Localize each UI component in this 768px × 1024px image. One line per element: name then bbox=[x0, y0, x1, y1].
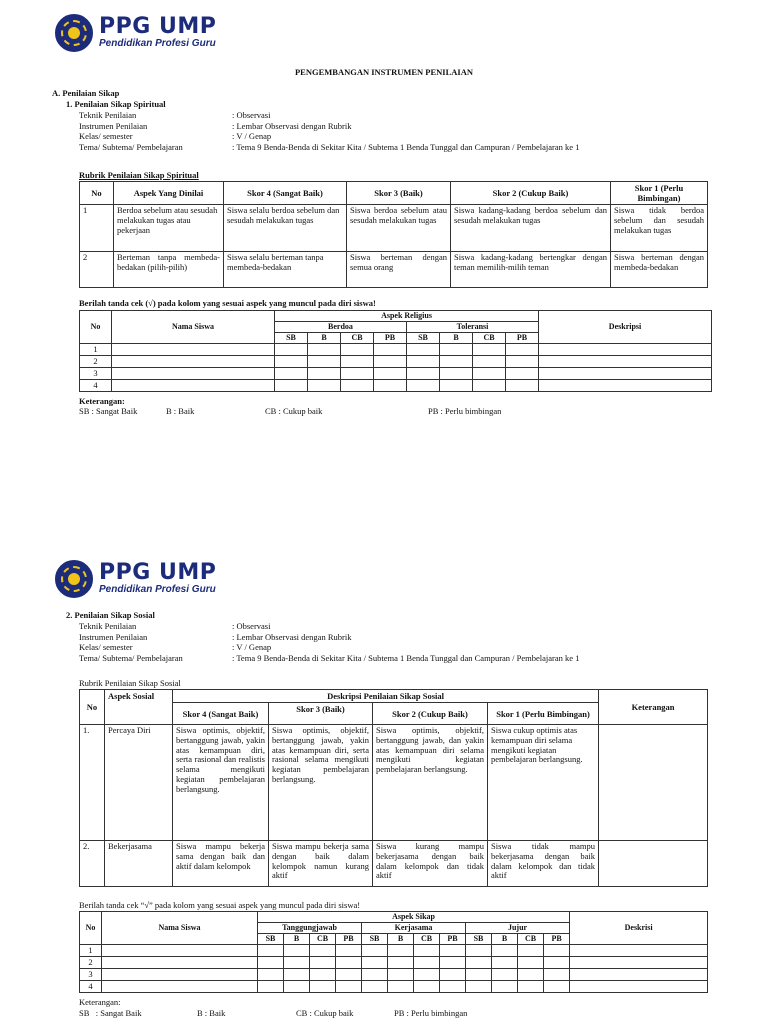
section-2-heading: 2. Penilaian Sikap Sosial bbox=[66, 610, 155, 620]
header-deskripsi: Deskripsi bbox=[539, 311, 712, 344]
table-header-cell: PB bbox=[544, 934, 570, 945]
header-no: No bbox=[80, 912, 102, 945]
table-cell: 1. bbox=[80, 725, 105, 841]
table-cell: Siswa optimis, objektif, bertanggung jawab, yakin atas kemampuan diri, serta rasional selama mengikuti kegiatan pembelajaran berlangsung. bbox=[269, 725, 373, 841]
table-cell: 3 bbox=[80, 368, 112, 380]
table-header-cell: B bbox=[284, 934, 310, 945]
table-cell bbox=[258, 981, 284, 993]
university-seal-icon bbox=[55, 560, 93, 598]
header-aspek-sikap: Aspek Sikap bbox=[258, 912, 570, 923]
table-cell: Siswa berteman dengan membeda-bedakan bbox=[611, 252, 708, 288]
table-row bbox=[80, 945, 708, 957]
table-header-cell: SB bbox=[258, 934, 284, 945]
table-cell bbox=[544, 945, 570, 957]
table-cell: 3 bbox=[80, 969, 102, 981]
table-header-cell: CB bbox=[473, 333, 506, 344]
table-cell bbox=[310, 957, 336, 969]
table-cell bbox=[362, 981, 388, 993]
table-cell: 2 bbox=[80, 356, 112, 368]
header-berdoa: Berdoa bbox=[275, 322, 407, 333]
logo-subtitle: Pendidikan Profesi Guru bbox=[99, 38, 216, 49]
table-header-cell: PB bbox=[506, 333, 539, 344]
table-header-cell: SB bbox=[362, 934, 388, 945]
table-cell bbox=[466, 957, 492, 969]
table-cell: Siswa selalu berteman tanpa membeda-bedakan bbox=[224, 252, 347, 288]
legend-sb: SB : Sangat Baik bbox=[79, 1008, 142, 1018]
table-cell bbox=[599, 841, 708, 887]
table-cell: Bekerjasama bbox=[105, 841, 173, 887]
table-row bbox=[80, 841, 708, 887]
section-1-heading: 1. Penilaian Sikap Spiritual bbox=[66, 99, 166, 109]
table-header-cell: SB bbox=[407, 333, 440, 344]
table-cell bbox=[310, 981, 336, 993]
table-header-cell: CB bbox=[518, 934, 544, 945]
text: : V / Genap bbox=[232, 642, 272, 652]
table-cell: Siswa optimis, objektif, bertanggung jawab, yakin atas kemampuan diri, serta rasional dan realistis selama mengikuti kegiatan pembelajaran berlangsung. bbox=[173, 725, 269, 841]
table-cell bbox=[599, 725, 708, 841]
table-cell bbox=[388, 945, 414, 957]
table-cell bbox=[362, 945, 388, 957]
table-cell bbox=[258, 969, 284, 981]
table-header-cell: CB bbox=[414, 934, 440, 945]
table-header-cell: PB bbox=[374, 333, 407, 344]
text: : Tema 9 Benda-Benda di Sekitar Kita / Subtema 1 Benda Tunggal dan Campuran / Pembelajaran ke 1 bbox=[232, 652, 580, 663]
table-cell bbox=[336, 945, 362, 957]
table-cell bbox=[492, 981, 518, 993]
logo-title: PPG UMP bbox=[99, 14, 217, 39]
text: : Observasi bbox=[232, 110, 271, 120]
table-cell: Berteman tanpa membeda-bedakan (pilih-pilih) bbox=[114, 252, 224, 288]
table-header-cell: PB bbox=[440, 934, 466, 945]
table-cell bbox=[518, 957, 544, 969]
table-header-cell: CB bbox=[310, 934, 336, 945]
table-cell bbox=[362, 969, 388, 981]
table-cell bbox=[388, 957, 414, 969]
rubrik-spiritual-title: Rubrik Penilaian Sikap Spiritual bbox=[79, 170, 199, 180]
table-cell: Siswa mampu bekerja sama dengan baik dalam kelompok namun kurang aktif bbox=[269, 841, 373, 887]
table-cell: Siswa kadang-kadang berdoa sebelum dan sesudah melakukan tugas bbox=[451, 205, 611, 252]
table-cell: 2 bbox=[80, 252, 114, 288]
header-nama-siswa: Nama Siswa bbox=[112, 311, 275, 344]
table-cell: 4 bbox=[80, 380, 112, 392]
table-cell bbox=[414, 981, 440, 993]
table-cell: Siswa berdoa sebelum atau sesudah melakukan tugas bbox=[347, 205, 451, 252]
table-cell bbox=[310, 945, 336, 957]
table-cell bbox=[102, 957, 258, 969]
text: Teknik Penilaian bbox=[79, 110, 137, 120]
text: : Tema 9 Benda-Benda di Sekitar Kita / Subtema 1 Benda Tunggal dan Campuran / Pembelajaran ke 1 bbox=[232, 141, 580, 152]
table-cell: Siswa tidak mampu bekerjasama dengan baik dalam kelompok dan tidak aktif bbox=[488, 841, 599, 887]
table-cell: Siswa tidak berdoa sebelum dan sesudah melakukan tugas bbox=[611, 205, 708, 252]
table-cell bbox=[284, 945, 310, 957]
table-cell bbox=[518, 981, 544, 993]
table-cell bbox=[414, 957, 440, 969]
table-cell: Percaya Diri bbox=[105, 725, 173, 841]
text: : Observasi bbox=[232, 621, 271, 631]
table-cell: 2 bbox=[80, 957, 102, 969]
instruction-1: Berilah tanda cek (√) pada kolom yang sesuai aspek yang muncul pada diri siswa! bbox=[79, 298, 376, 308]
table-header-cell: SB bbox=[466, 934, 492, 945]
legend-b: B : Baik bbox=[197, 1008, 226, 1018]
table-cell bbox=[492, 957, 518, 969]
text: Tema/ Subtema/ Pembelajaran bbox=[79, 141, 183, 152]
rubrik-sosial-table bbox=[79, 689, 708, 887]
text: : Lembar Observasi dengan Rubrik bbox=[232, 631, 352, 642]
table-cell: Siswa selalu berdoa sebelum dan sesudah melakukan tugas bbox=[224, 205, 347, 252]
header-skor2: Skor 2 (Cukup Baik) bbox=[451, 182, 611, 205]
table-cell bbox=[414, 945, 440, 957]
table-cell bbox=[102, 945, 258, 957]
meta-row bbox=[79, 621, 719, 632]
table-cell bbox=[284, 981, 310, 993]
table-cell bbox=[336, 981, 362, 993]
table-cell bbox=[466, 969, 492, 981]
table-cell: Siswa mampu bekerja sama dengan baik dan aktif dalam kelompok bbox=[173, 841, 269, 887]
table-cell: 2. bbox=[80, 841, 105, 887]
table-cell: 1 bbox=[80, 945, 102, 957]
header-no: No bbox=[80, 311, 112, 344]
meta-list-2 bbox=[79, 621, 719, 663]
text: Kelas/ semester bbox=[79, 131, 133, 141]
table-cell bbox=[570, 945, 708, 957]
header-no: No bbox=[80, 690, 105, 725]
table-cell bbox=[258, 945, 284, 957]
table-cell bbox=[336, 969, 362, 981]
meta-row bbox=[79, 632, 719, 643]
table-cell bbox=[570, 981, 708, 993]
table-cell bbox=[284, 969, 310, 981]
table-cell bbox=[310, 969, 336, 981]
meta-row bbox=[79, 642, 719, 653]
observation-table-sikap bbox=[79, 911, 708, 993]
table-cell: Siswa kurang mampu bekerjasama dengan baik dalam kelompok dan tidak aktif bbox=[373, 841, 488, 887]
header-tanggungjawab: Tanggungjawab bbox=[258, 923, 362, 934]
table-cell bbox=[440, 981, 466, 993]
instruction-2: Berilah tanda cek “√” pada kolom yang sesuai aspek yang muncul pada diri siswa! bbox=[79, 900, 361, 910]
text: Kelas/ semester bbox=[79, 642, 133, 652]
table-cell: Siswa optimis, objektif, bertanggung jawab, dan yakin atas kemampuan diri selama mengikuti kegiatan pembelajaran berlangsung. bbox=[373, 725, 488, 841]
table-cell bbox=[544, 981, 570, 993]
table-header-cell: B bbox=[440, 333, 473, 344]
text: Instrumen Penilaian bbox=[79, 631, 148, 642]
table-header-cell: Skor 3 (Baik) bbox=[269, 703, 373, 725]
table-cell: Siswa kadang-kadang bertengkar dengan teman memilih-milih teman bbox=[451, 252, 611, 288]
text: : V / Genap bbox=[232, 131, 272, 141]
table-cell bbox=[570, 957, 708, 969]
table-cell bbox=[102, 981, 258, 993]
legend-pb: PB : Perlu bimbingan bbox=[394, 1008, 468, 1018]
header-aspek: Aspek Yang Dinilai bbox=[114, 182, 224, 205]
legend-pb: PB : Perlu bimbingan bbox=[428, 406, 502, 416]
table-header-cell: Skor 1 (Perlu Bimbingan) bbox=[488, 703, 599, 725]
table-cell: 1 bbox=[80, 205, 114, 252]
table-row bbox=[80, 725, 708, 841]
table-cell bbox=[570, 969, 708, 981]
header-no: No bbox=[80, 182, 114, 205]
table-cell bbox=[258, 957, 284, 969]
header-nama-siswa: Nama Siswa bbox=[102, 912, 258, 945]
header-kerjasama: Kerjasama bbox=[362, 923, 466, 934]
legend-cb: CB : Cukup baik bbox=[265, 406, 323, 416]
table-cell bbox=[388, 981, 414, 993]
table-cell bbox=[492, 945, 518, 957]
table-header-cell: Skor 2 (Cukup Baik) bbox=[373, 703, 488, 725]
table-cell bbox=[544, 969, 570, 981]
legend-sb: SB : Sangat Baik bbox=[79, 406, 138, 416]
text: Tema/ Subtema/ Pembelajaran bbox=[79, 652, 183, 663]
table-header-cell: B bbox=[492, 934, 518, 945]
table-header-cell: B bbox=[388, 934, 414, 945]
table-cell: 1 bbox=[80, 344, 112, 356]
text: Teknik Penilaian bbox=[79, 621, 137, 631]
table-cell bbox=[466, 945, 492, 957]
table-cell bbox=[440, 969, 466, 981]
keterangan-label-2: Keterangan: bbox=[79, 997, 121, 1007]
table-cell bbox=[466, 981, 492, 993]
header-deskrisi: Deskrisi bbox=[570, 912, 708, 945]
table-header-cell: PB bbox=[336, 934, 362, 945]
legend-b: B : Baik bbox=[166, 406, 195, 416]
logo-title: PPG UMP bbox=[99, 560, 217, 585]
header-keterangan: Keterangan bbox=[599, 690, 708, 725]
header-aspek-religius: Aspek Religius bbox=[275, 311, 539, 322]
header-toleransi: Toleransi bbox=[407, 322, 539, 333]
table-cell bbox=[544, 957, 570, 969]
table-cell bbox=[492, 969, 518, 981]
table-row bbox=[80, 957, 708, 969]
table-cell: Siswa berteman dengan semua orang bbox=[347, 252, 451, 288]
table-cell bbox=[414, 969, 440, 981]
table-header-cell: SB bbox=[275, 333, 308, 344]
meta-row bbox=[79, 653, 719, 664]
document-title: PENGEMBANGAN INSTRUMEN PENILAIAN bbox=[294, 67, 474, 77]
header-skor1: Skor 1 (Perlu Bimbingan) bbox=[611, 182, 708, 205]
rubrik-sosial-title: Rubrik Penilaian Sikap Sosial bbox=[79, 678, 181, 688]
legend-cb: CB : Cukup baik bbox=[296, 1008, 354, 1018]
header-deskripsi-sosial: Deskripsi Penilaian Sikap Sosial bbox=[173, 690, 599, 703]
logo-subtitle: Pendidikan Profesi Guru bbox=[99, 584, 216, 595]
table-row bbox=[80, 969, 708, 981]
text: : Lembar Observasi dengan Rubrik bbox=[232, 120, 352, 131]
table-cell bbox=[102, 969, 258, 981]
header-jujur: Jujur bbox=[466, 923, 570, 934]
table-cell bbox=[440, 945, 466, 957]
header-aspek-sosial: Aspek Sosial bbox=[105, 690, 173, 725]
ppg-ump-logo bbox=[55, 560, 216, 598]
table-cell: Berdoa sebelum atau sesudah melakukan tugas atau pekerjaan bbox=[114, 205, 224, 252]
keterangan-label-1: Keterangan: bbox=[79, 396, 125, 406]
table-cell bbox=[518, 945, 544, 957]
table-header-cell: B bbox=[308, 333, 341, 344]
section-a-heading: A. Penilaian Sikap bbox=[52, 88, 120, 98]
table-header-cell: CB bbox=[341, 333, 374, 344]
table-cell bbox=[388, 969, 414, 981]
header-skor4: Skor 4 (Sangat Baik) bbox=[224, 182, 347, 205]
text: Instrumen Penilaian bbox=[79, 120, 148, 131]
table-cell: Siswa cukup optimis atas kemampuan diri selama mengikuti kegiatan pembelajaran berlangsung. bbox=[488, 725, 599, 841]
table-header-cell: Skor 4 (Sangat Baik) bbox=[173, 703, 269, 725]
table-row bbox=[80, 981, 708, 993]
table-cell bbox=[336, 957, 362, 969]
header-skor3: Skor 3 (Baik) bbox=[347, 182, 451, 205]
table-cell: 4 bbox=[80, 981, 102, 993]
table-cell bbox=[284, 957, 310, 969]
table-cell bbox=[362, 957, 388, 969]
table-cell bbox=[518, 969, 544, 981]
table-cell bbox=[440, 957, 466, 969]
